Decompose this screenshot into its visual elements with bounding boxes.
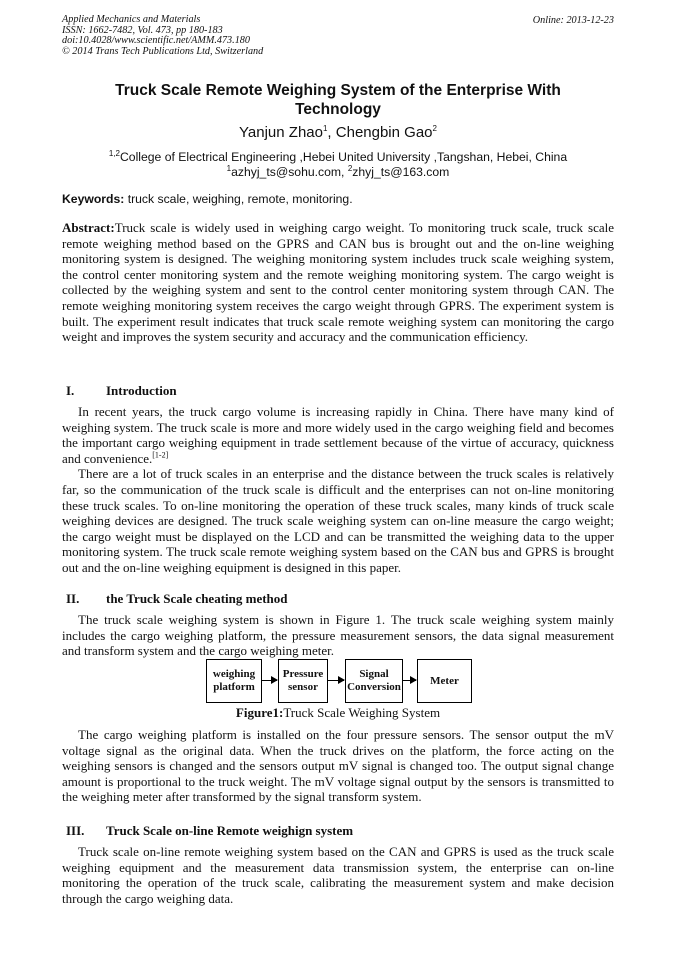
- citation: [1-2]: [152, 450, 169, 460]
- section-2-body-a: [62, 612, 614, 659]
- online-date: Online: 2013-12-23: [532, 15, 614, 26]
- abstract-label: Abstract:: [62, 220, 115, 235]
- box-weighing-platform: weighing platform: [206, 659, 262, 703]
- doi: doi:10.4028/www.scientific.net/AMM.473.180: [62, 35, 250, 47]
- paragraph: Truck scale on-line remote weighing system based on the CAN and GPRS is used as the truck scale weighing equipment and the measurement data transmission system, the enterprise can on-line monitoring the operation of the truck scale, calibrating the measurement system and make decision through the cargo weighing data.: [62, 844, 614, 906]
- section-num: I.: [66, 383, 75, 398]
- keywords-text: truck scale, weighing, remote, monitoring.: [124, 192, 353, 206]
- journal-name: Applied Mechanics and Materials: [62, 14, 201, 25]
- section-heading-2: [66, 591, 288, 607]
- paper-title: Truck Scale Remote Weighing System of the Enterprise With Technology: [115, 82, 561, 118]
- section-num: II.: [66, 591, 80, 606]
- box-signal-conversion: Signal Conversion: [345, 659, 403, 703]
- author-sep: ,: [327, 124, 336, 141]
- arrow-icon: [262, 680, 277, 681]
- section-num: III.: [66, 823, 85, 838]
- caption-text: Truck Scale Weighing System: [283, 705, 441, 720]
- section-3-body: [62, 844, 614, 906]
- box-meter: Meter: [417, 659, 472, 703]
- section-1-body: [62, 404, 614, 576]
- email2-sup: 2: [347, 163, 353, 173]
- author-1: Yanjun Zhao: [239, 124, 323, 141]
- paragraph-text: In recent years, the truck cargo volume is increasing rapidly in China. There have many kind of weighing system. The truck scale is more and more widely used in the cargo weighing field and becomes the important cargo weighing equipment in trade settlement because of the virtue of accuracy, quickness and convenience.: [62, 404, 614, 466]
- affiliation: [62, 150, 614, 179]
- section-2-body-b: [62, 727, 614, 805]
- abstract-text: Truck scale is widely used in weighing cargo weight. To monitoring truck scale, truck scale remote weighing method based on the GPRS and CAN bus is brought out and the on-line weighing monitoring system is designed. The weighing monitoring system includes truck scale weighing system, the control center monitoring system and the remote weighing monitoring system. The cargo weight is collected by the weighing system and sent to the control center monitoring system through CAN. The remote weighing monitoring system receives the cargo weight through GPRS. The experiment system is built. The experiment result indicates that truck scale remote weighing system can monitoring the cargo weight and improves the system security and accuracy and the communication efficiency.: [62, 220, 614, 345]
- aff-sup: 1,2: [108, 148, 120, 158]
- email-2: zhyj_ts@163.com: [352, 164, 450, 179]
- paragraph: The cargo weighing platform is installed on the four pressure sensors. The sensor output the mV voltage signal as the original data. When the truck drives on the platform, the force acting on the weighing sensors is changed and the sensors output mV signal is changed too. The output signal change amount is proportional to the truck weight. The mV voltage signal output by the sensors is transmitted to the weighing meter after transformed by the signal transform system.: [62, 727, 614, 805]
- section-title: the Truck Scale cheating method: [106, 591, 288, 606]
- copyright: © 2014 Trans Tech Publications Ltd, Switzerland: [62, 45, 264, 57]
- email-1: azhyj_ts@sohu.com,: [231, 164, 348, 179]
- author-2: Chengbin Gao: [335, 124, 433, 141]
- arrow-icon: [328, 680, 344, 681]
- abstract: [62, 220, 614, 345]
- keywords: [62, 192, 353, 206]
- keywords-label: Keywords:: [62, 192, 125, 206]
- paragraph: There are a lot of truck scales in an enterprise and the distance between the truck scales is relatively far, so the communication of the truck scale is difficult and the enterprises can not on-line monitoring these truck scales. To on-line monitoring the operation of these truck scales, many kinds of truck scale weighing devices are designed. The truck scale weighing system can on-line measure the cargo weight; the cargo weight must be displayed on the LCD and can be transmitted the weighing data to the upper monitoring system. The truck scale remote weighing system based on the CAN bus and GPRS is brought out and the on-line weighing equipment is designed in this paper.: [62, 466, 614, 575]
- paragraph: The truck scale weighing system is shown in Figure 1. The truck scale weighing system mainly includes the cargo weighing platform, the pressure measurement sensors, the data signal measurement and transform system and the cargo weighing meter.: [62, 612, 614, 659]
- aff-text: College of Electrical Engineering ,Hebei United University ,Tangshan, Hebei, China: [120, 150, 568, 164]
- caption-label: Figure1:: [235, 705, 284, 720]
- section-title: Introduction: [106, 383, 177, 398]
- authors: [62, 124, 614, 141]
- figure-caption: [62, 705, 614, 721]
- author-2-sup: 2: [432, 124, 437, 133]
- paragraph: [62, 404, 614, 466]
- email1-sup: 1: [226, 163, 232, 173]
- section-heading-3: [66, 823, 353, 839]
- box-pressure-sensor: Pressure sensor: [278, 659, 328, 703]
- author-1-sup: 1: [322, 124, 328, 133]
- figure-1-diagram: [206, 659, 472, 703]
- issn: ISSN: 1662-7482, Vol. 473, pp 180-183: [62, 24, 223, 36]
- section-title: Truck Scale on-line Remote weighign system: [106, 823, 354, 838]
- arrow-icon: [403, 680, 416, 681]
- journal-header: [62, 15, 263, 57]
- section-heading-1: [66, 383, 177, 399]
